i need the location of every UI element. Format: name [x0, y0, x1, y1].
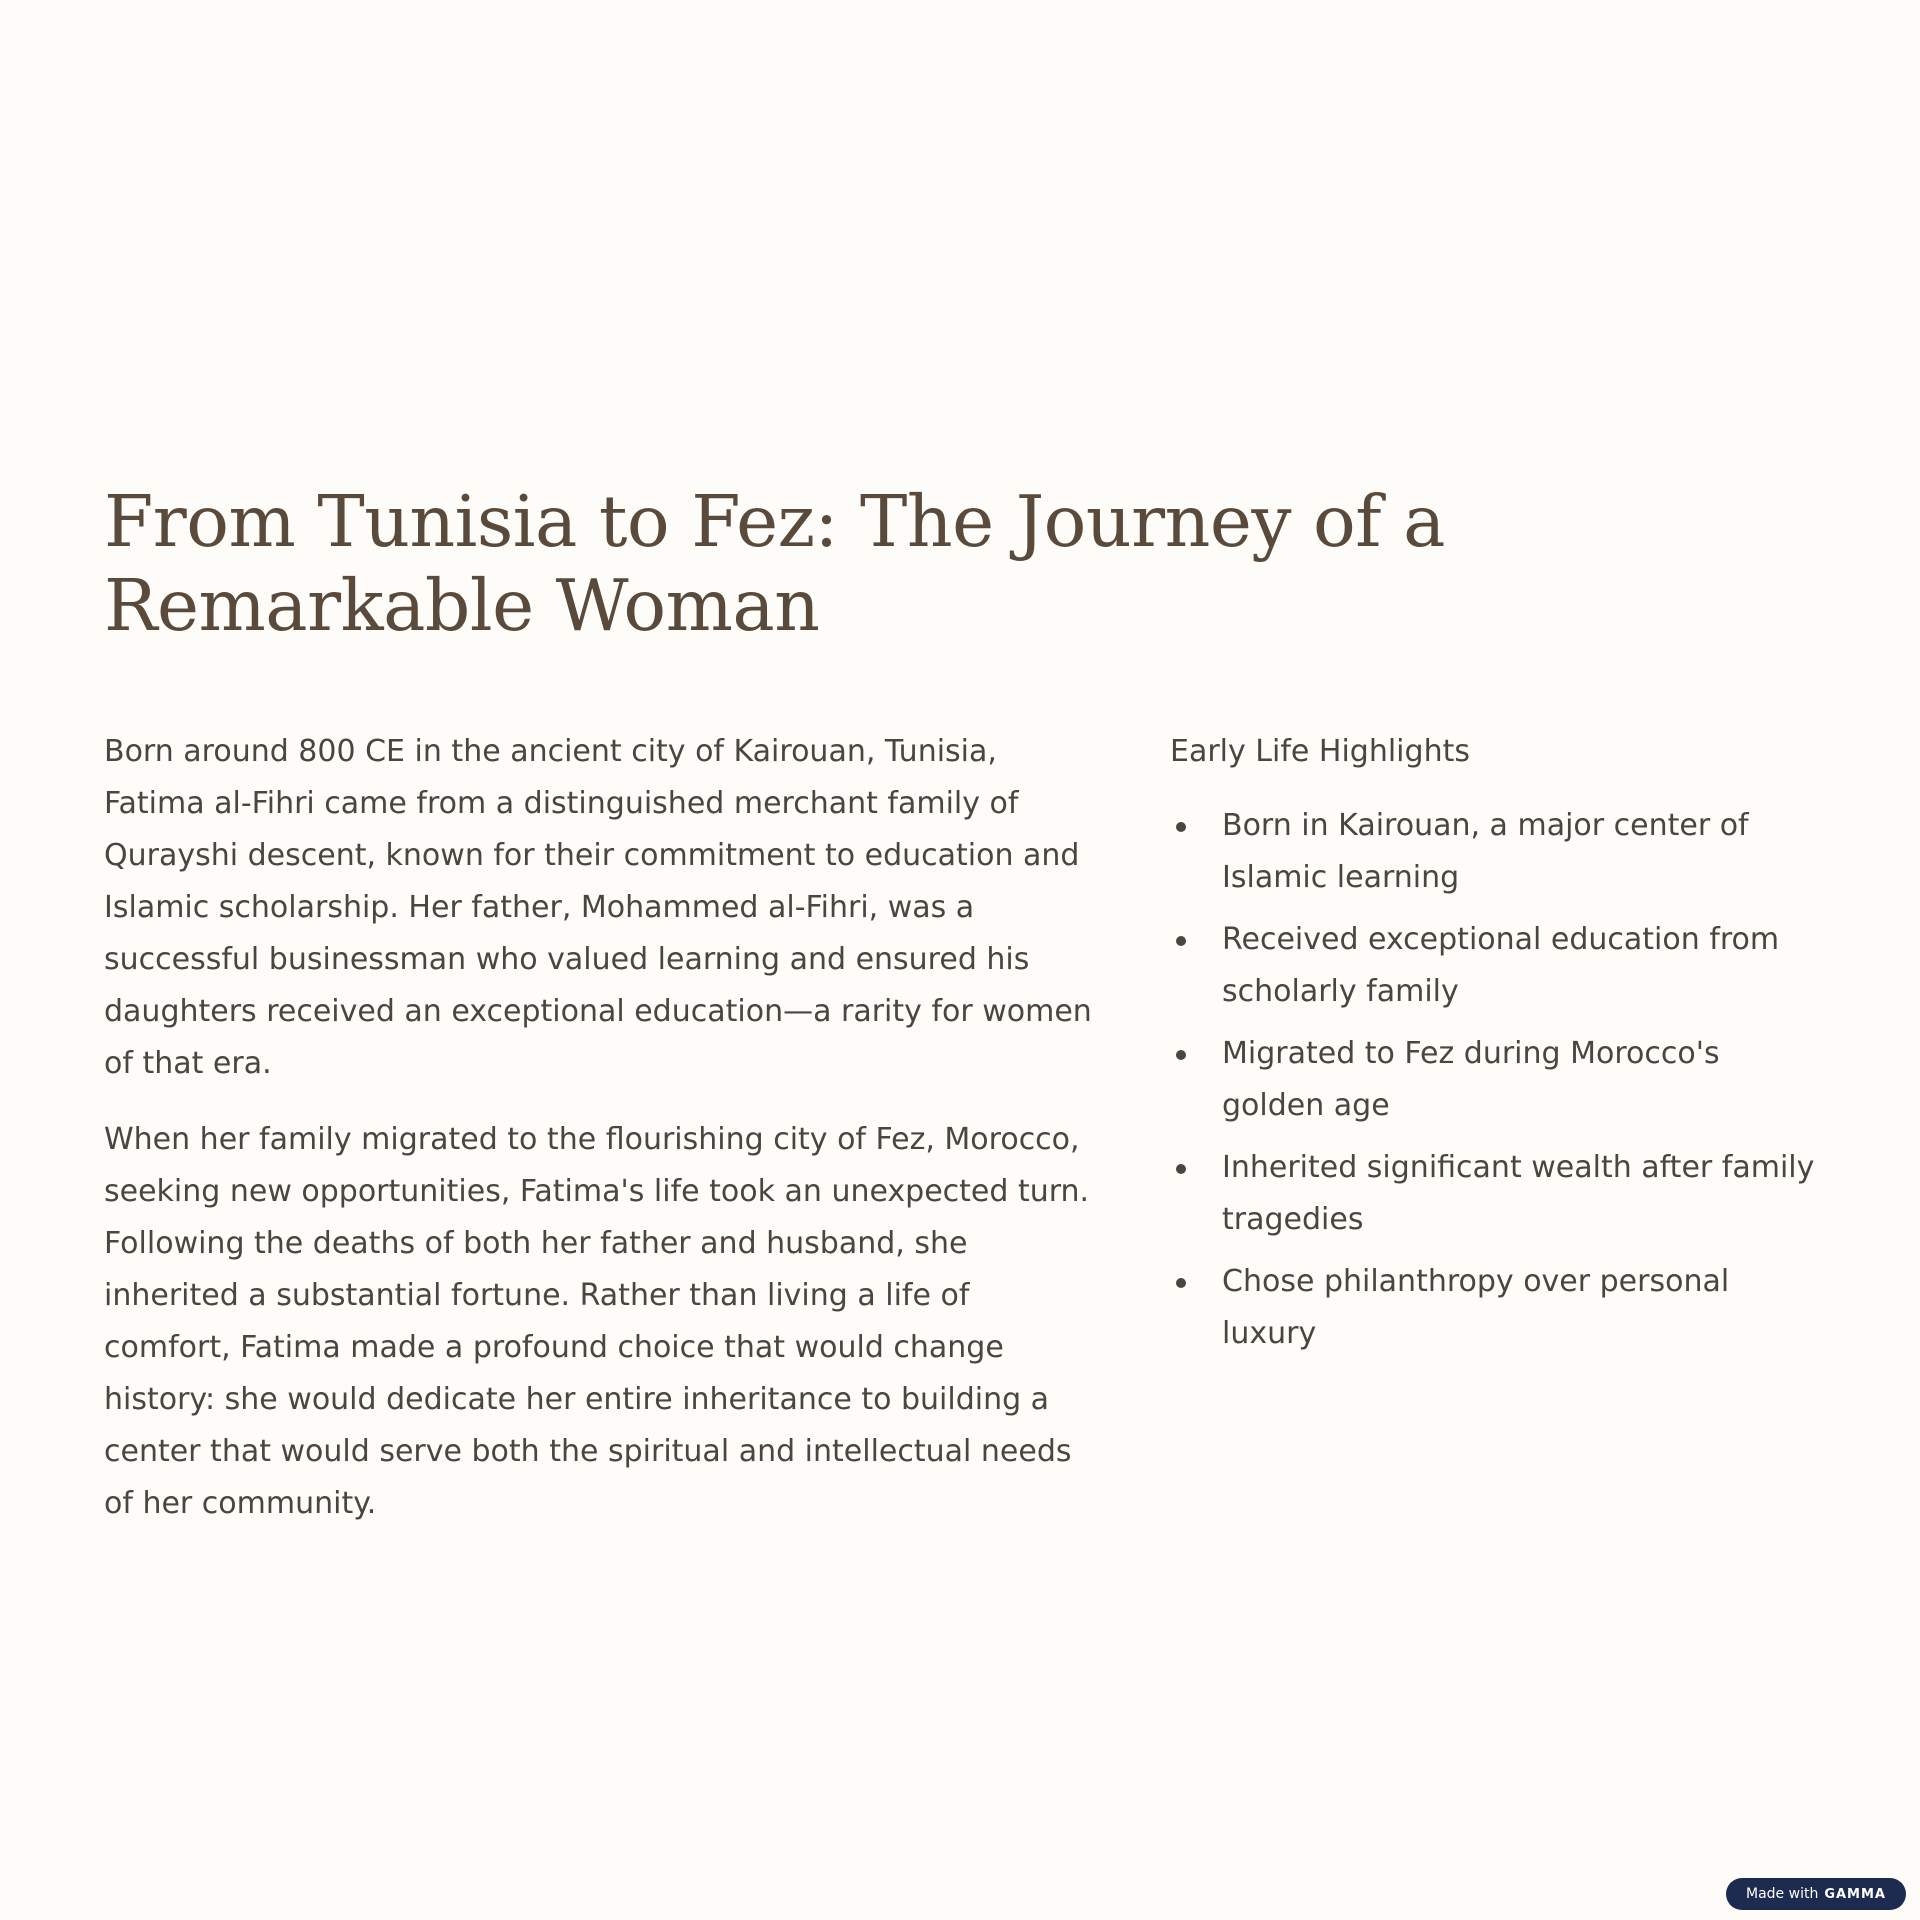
list-item: [1170, 914, 1820, 1018]
content-columns: [104, 726, 1820, 1554]
badge-prefix: Made with: [1746, 1886, 1819, 1902]
page-title: From Tunisia to Fez: The Journey of a Remarkable Woman: [104, 480, 1445, 647]
bullet-icon: [1176, 1278, 1186, 1288]
list-item-text: Born in Kairouan, a major center of Islamic learning: [1222, 808, 1749, 895]
highlights-heading: Early Life Highlights: [1170, 734, 1470, 769]
body-paragraph-2: When her family migrated to the flourishing city of Fez, Morocco, seeking new opportunities, Fatima's life took an unexpected turn. Following the deaths of both her father and husband, she inherited a substantial fortune. Rather than living a life of comfort, Fatima made a profound choice that would change history: she would dedicate her entire inheritance to building a center that would serve both the spiritual and intellectual needs of her community.: [104, 1122, 1090, 1521]
list-item: [1170, 1142, 1820, 1246]
made-with-gamma-badge[interactable]: [1726, 1878, 1906, 1910]
gamma-logo: GAMMA: [1824, 1886, 1886, 1902]
body-text: [104, 726, 1104, 1554]
list-item: [1170, 1256, 1820, 1360]
highlights-panel: [1170, 726, 1820, 1554]
slide-content: [104, 480, 1820, 1554]
list-item: [1170, 800, 1820, 904]
highlights-list: [1170, 800, 1820, 1360]
bullet-icon: [1176, 822, 1186, 832]
body-paragraph-1: Born around 800 CE in the ancient city of Kairouan, Tunisia, Fatima al-Fihri came from a distinguished merchant family of Qurayshi descent, known for their commitment to education and Islamic scholarship. Her father, Mohammed al-Fihri, was a successful businessman who valued learning and ensured his daughters received an exceptional education—a rarity for women of that era.: [104, 734, 1092, 1081]
list-item-text: Migrated to Fez during Morocco's golden age: [1222, 1036, 1720, 1123]
list-item-text: Received exceptional education from scholarly family: [1222, 922, 1780, 1009]
bullet-icon: [1176, 1050, 1186, 1060]
bullet-icon: [1176, 1164, 1186, 1174]
list-item-text: Chose philanthropy over personal luxury: [1222, 1264, 1730, 1351]
list-item: [1170, 1028, 1820, 1132]
bullet-icon: [1176, 936, 1186, 946]
list-item-text: Inherited significant wealth after family tragedies: [1222, 1150, 1815, 1237]
